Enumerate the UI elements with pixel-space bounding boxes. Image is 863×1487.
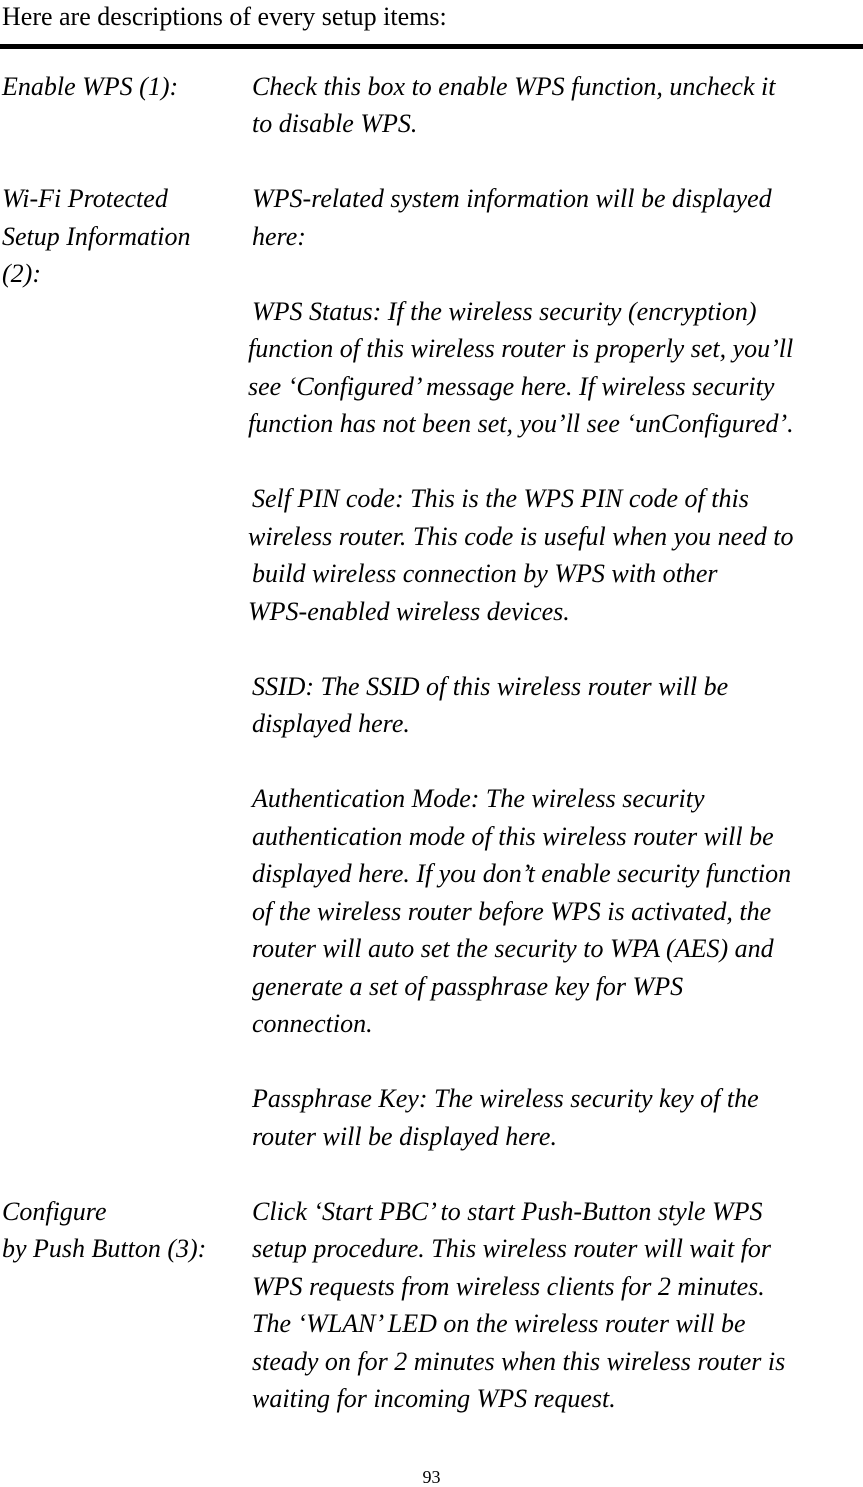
auth-mode-line: generate a set of passphrase key for WPS — [252, 972, 684, 1001]
description-line: The ‘WLAN’ LED on the wireless router will be — [252, 1309, 746, 1338]
self-pin-line: WPS-enabled wireless devices. — [248, 597, 570, 626]
ssid-line: SSID: The SSID of this wireless router will be — [252, 672, 729, 701]
passphrase-line: Passphrase Key: The wireless security key of the — [252, 1084, 759, 1113]
description-line: to disable WPS. — [252, 109, 418, 138]
self-pin-line: build wireless connection by WPS with other — [252, 559, 718, 588]
description-line: Click ‘Start PBC’ to start Push-Button style WPS — [252, 1197, 763, 1226]
auth-mode-line: of the wireless router before WPS is activated, the — [252, 897, 772, 926]
horizontal-rule — [0, 44, 863, 49]
description-line: here: — [252, 222, 306, 251]
auth-mode-line: displayed here. If you don’t enable security function — [252, 859, 792, 888]
term-line: by Push Button (3): — [2, 1234, 207, 1263]
wps-status-line: see ‘Configured’ message here. If wireless security — [248, 372, 775, 401]
term-line: Enable WPS (1): — [2, 72, 179, 101]
wps-status-line: function has not been set, you’ll see ‘unConfigured’. — [248, 409, 794, 438]
term-line: (2): — [2, 259, 41, 288]
passphrase-line: router will be displayed here. — [252, 1122, 557, 1151]
term-line: Wi-Fi Protected — [2, 184, 168, 213]
ssid-line: displayed here. — [252, 709, 410, 738]
intro-text: Here are descriptions of every setup items: — [2, 2, 447, 31]
term-line: Configure — [2, 1197, 107, 1226]
auth-mode-line: authentication mode of this wireless router will be — [252, 822, 774, 851]
wps-status-line: WPS Status: If the wireless security (encryption) — [252, 297, 757, 326]
self-pin-line: wireless router. This code is useful when you need to — [248, 522, 794, 551]
term-line: Setup Information — [2, 222, 191, 251]
self-pin-line: Self PIN code: This is the WPS PIN code of this — [252, 484, 749, 513]
description-line: steady on for 2 minutes when this wireless router is — [252, 1347, 786, 1376]
auth-mode-line: Authentication Mode: The wireless security — [252, 784, 705, 813]
description-line: setup procedure. This wireless router will wait for — [252, 1234, 772, 1263]
description-line: WPS-related system information will be displayed — [252, 184, 772, 213]
wps-status-line: function of this wireless router is properly set, you’ll — [248, 334, 794, 363]
description-line: Check this box to enable WPS function, uncheck it — [252, 72, 776, 101]
auth-mode-line: connection. — [252, 1009, 373, 1038]
description-line: waiting for incoming WPS request. — [252, 1384, 616, 1413]
page-number: 93 — [422, 1467, 441, 1487]
auth-mode-line: router will auto set the security to WPA (AES) and — [252, 934, 774, 963]
description-line: WPS requests from wireless clients for 2 minutes. — [252, 1272, 765, 1301]
